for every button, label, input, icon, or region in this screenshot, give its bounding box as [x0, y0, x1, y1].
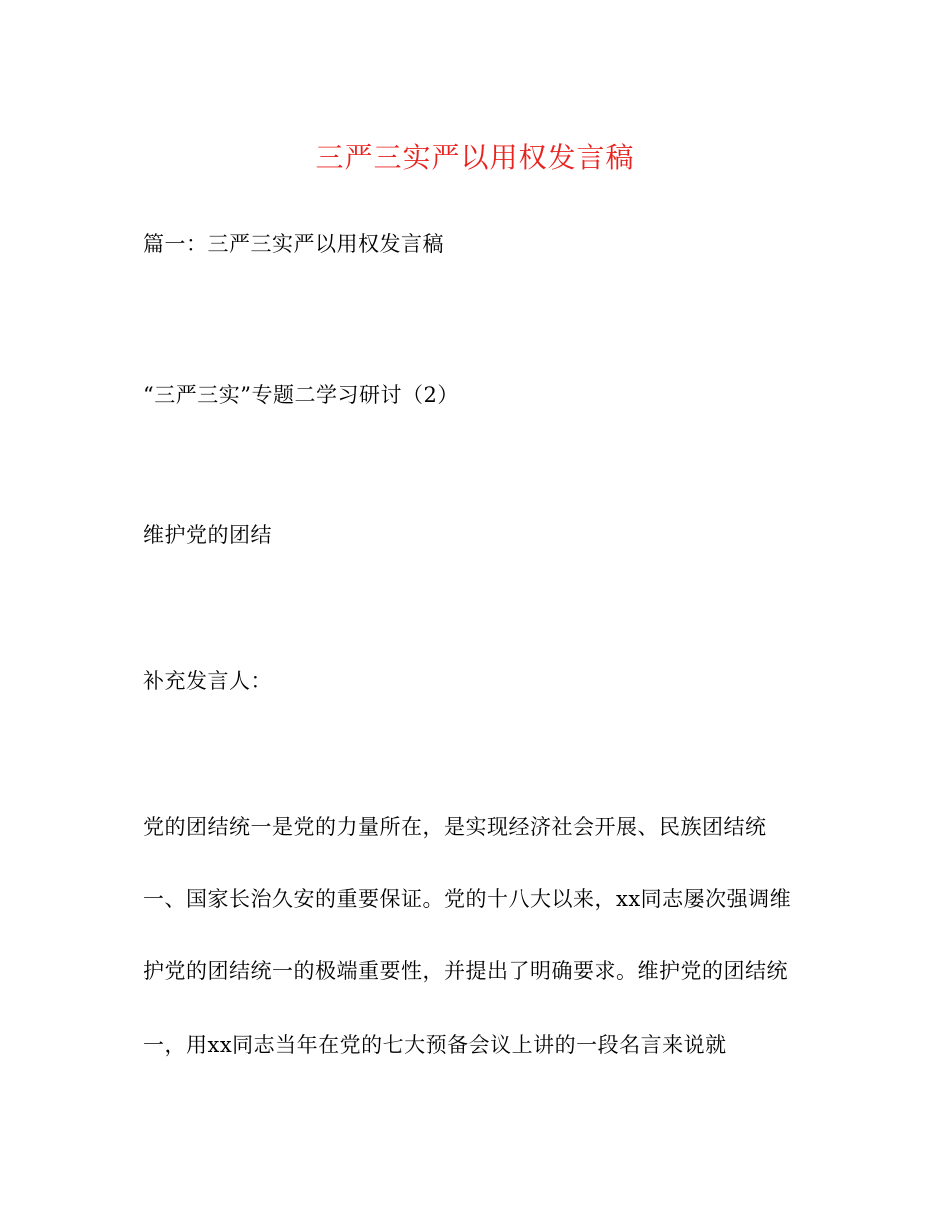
body-line: 一，用xx同志当年在党的七大预备会议上讲的一段名言来说就 — [143, 1033, 727, 1057]
topic-line: 维护党的团结 — [143, 523, 272, 547]
body-line: 一、国家长治久安的重要保证。党的十八大以来，xx同志屡次强调维 — [143, 887, 792, 911]
document-title: 三严三实严以用权发言稿 — [315, 141, 635, 174]
chapter-heading: 篇一：三严三实严以用权发言稿 — [143, 232, 444, 256]
speaker-label: 补充发言人： — [143, 669, 272, 693]
subtitle-line: “三严三实”专题二学习研讨（2） — [143, 383, 459, 407]
body-line: 护党的团结统一的极端重要性，并提出了明确要求。维护党的团结统 — [143, 959, 788, 983]
body-line: 党的团结统一是党的力量所在，是实现经济社会开展、民族团结统 — [143, 815, 767, 839]
